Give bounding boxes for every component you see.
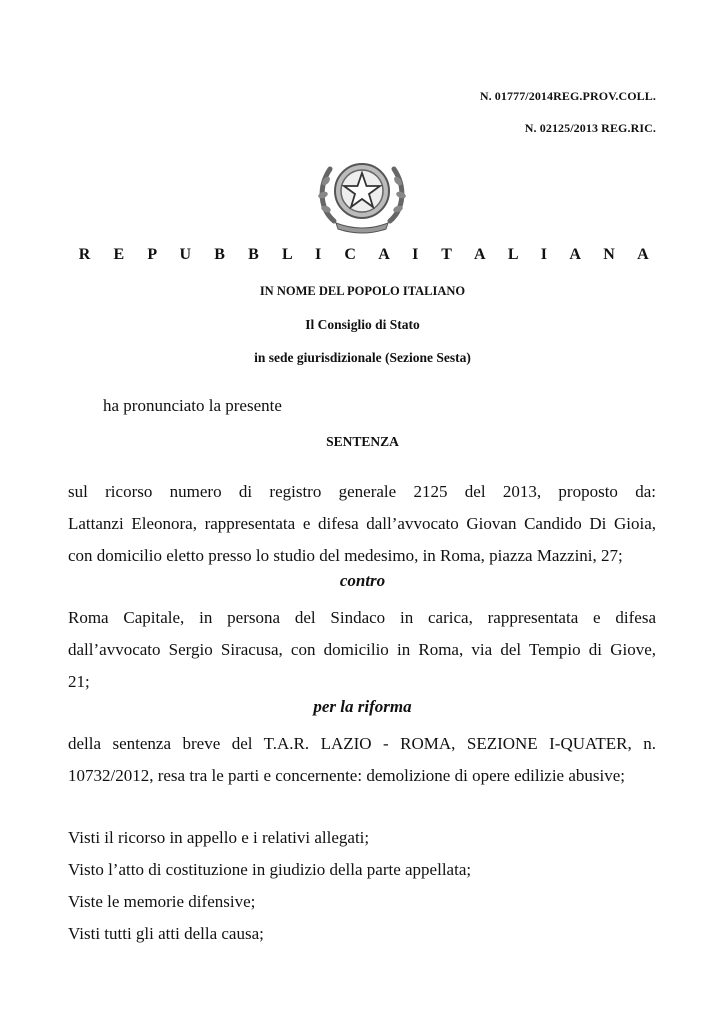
respondent-paragraph	[68, 602, 656, 698]
recital-item: Viste le memorie difensive;	[68, 892, 256, 911]
people-heading: IN NOME DEL POPOLO ITALIANO	[259, 284, 466, 298]
respondent-line: dall’avvocato Sergio Siracusa, con domicilio in Roma, via del Tempio di Giove,	[68, 640, 656, 659]
appeal-line: con domicilio eletto presso lo studio del medesimo, in Roma, piazza Mazzini, 27;	[68, 546, 623, 565]
recital-item: Visto l’atto di costituzione in giudizio della parte appellata;	[68, 860, 472, 879]
recitals-list	[68, 822, 471, 950]
reform-line: della sentenza breve del T.A.R. LAZIO - ROMA, SEZIONE I-QUATER, n.	[68, 734, 656, 753]
recital-item: Visti tutti gli atti della causa;	[68, 924, 264, 943]
against-label: contro	[339, 571, 386, 590]
intro-text: ha pronunciato la presente	[103, 396, 282, 415]
council-heading: Il Consiglio di Stato	[305, 317, 420, 332]
recital-item: Visti il ricorso in appello e i relativi allegati;	[68, 828, 370, 847]
respondent-line: Roma Capitale, in persona del Sindaco in carica, rappresentata e difesa	[68, 608, 656, 627]
appeal-line: Lattanzi Eleonora, rappresentata e difesa dall’avvocato Giovan Candido Di Gioia,	[68, 514, 656, 533]
case-number-ric: N. 02125/2013 REG.RIC.	[524, 121, 656, 135]
appeal-line: sul ricorso numero di registro generale 2125 del 2013, proposto da:	[68, 482, 656, 501]
section-heading: in sede giurisdizionale (Sezione Sesta)	[254, 350, 471, 365]
respondent-line: 21;	[68, 672, 90, 691]
reform-paragraph	[68, 728, 656, 792]
sentence-label: SENTENZA	[326, 434, 399, 449]
italian-republic-emblem-icon	[314, 151, 410, 235]
reform-line: 10732/2012, resa tra le parti e concernente: demolizione di opere edilizie abusive;	[68, 766, 626, 785]
appeal-paragraph	[68, 476, 656, 572]
reform-label: per la riforma	[313, 697, 412, 716]
republic-title: R E P U B B L I C A I T A L I A N A	[78, 246, 659, 263]
case-number-coll: N. 01777/2014REG.PROV.COLL.	[479, 89, 656, 103]
